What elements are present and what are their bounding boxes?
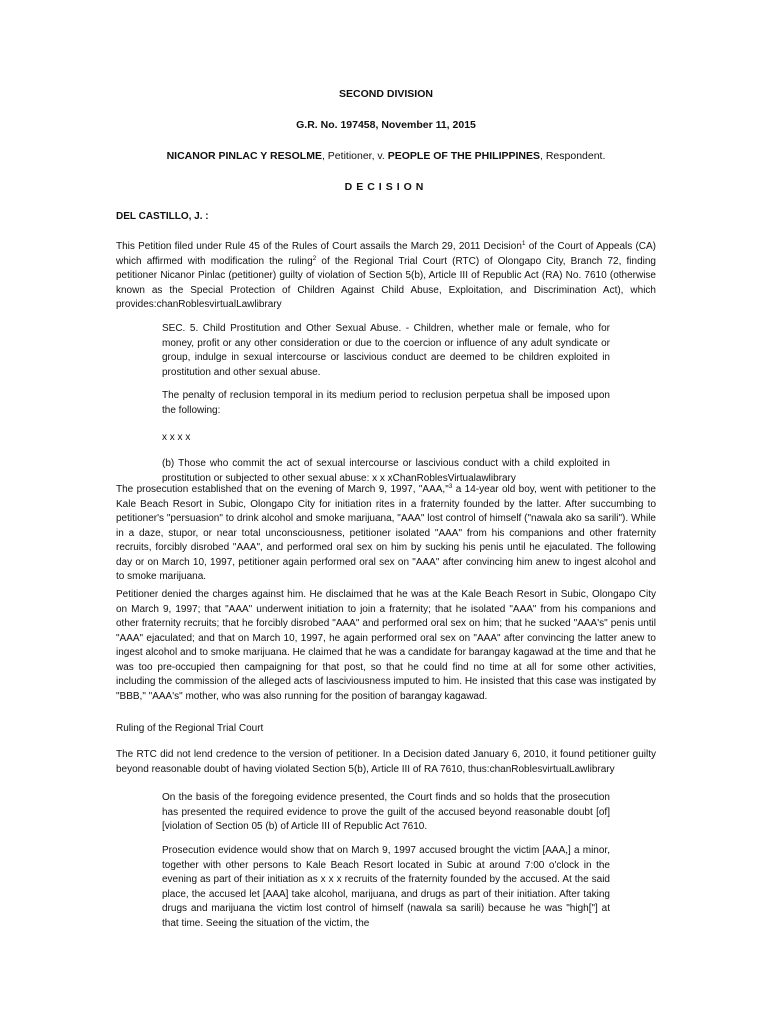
paragraph-text: of the Court of Appeals (CA) which affirmed with modification the ruling bbox=[116, 241, 656, 267]
respondent-name: PEOPLE OF THE PHILIPPINES bbox=[387, 150, 541, 162]
division-heading: SECOND DIVISION bbox=[339, 88, 433, 100]
footnote-ref-3[interactable]: 3 bbox=[448, 483, 453, 490]
petitioner-role: , Petitioner, v. bbox=[321, 150, 385, 162]
case-number: G.R. No. 197458, November 11, 2015 bbox=[296, 119, 476, 131]
paragraph-petitioner-denial: Petitioner denied the charges against him. He disclaimed that he was at the Kale Beach Resort in Subic, Olongapo City on March 9, 1997; that "AAA" underwent initiation to join a fraternity; that he isolated "AAA" from his companions and other fraternity recruits; that he forcibly disrobed "AAA" and performed oral sex on him; that he sucked "AAA's" penis until "AAA" ejaculated; and that on March 10, 1997, he again performed oral sex on "AAA" after convincing the latter anew to ingest alcohol and to smoke marijuana. He claimed that he was a candidate for barangay kagawad at the time and that he was too pre-occupied then campaigning for that post, so that he could find no time at all for some other activities, including the commission of the alleged acts of lasciviousness imputed to him. He insisted that this case was instigated by "BBB," "AAA's" mother, who was also running for the position of barangay kagawad. bbox=[116, 589, 656, 702]
footnote-ref-1[interactable]: 1 bbox=[521, 240, 526, 247]
quote-section-5: SEC. 5. Child Prostitution and Other Sexual Abuse. - Children, whether male or female, who for money, profit or any other consideration or due to the coercion or influence of any adult syndicate or group, indulge in sexual intercourse or lascivious conduct are deemed to be children exploited in prostitution and other sexual abuse. bbox=[162, 323, 610, 378]
paragraph-prosecution bbox=[116, 483, 656, 585]
quote-subsection-b: (b) Those who commit the act of sexual intercourse or lascivious conduct with a child exploited in prostitution or subjected to other sexual abuse: x x xChanRoblesVirtualawlibrary bbox=[162, 458, 610, 484]
paragraph-petition bbox=[116, 240, 656, 313]
quote-penalty: The penalty of reclusion temporal in its medium period to reclusion perpetua shall be imposed upon the following: bbox=[162, 390, 610, 416]
footnote-ref-2[interactable]: 2 bbox=[312, 254, 317, 262]
heading-rtc-ruling: Ruling of the Regional Trial Court bbox=[116, 723, 264, 734]
petitioner-name: NICANOR PINLAC Y RESOLME bbox=[166, 150, 322, 162]
paragraph-text: The prosecution established that on the evening of March 9, 1997, "AAA," bbox=[116, 484, 449, 495]
ponente: DEL CASTILLO, J. : bbox=[116, 211, 209, 222]
paragraph-text: of the Regional Trial Court (RTC) of Olongapo City, Branch 72, finding petitioner Nicanor Pinlac (petitioner) guilty of violation of Section 5(b), Article III of Republic Act (RA) No. 7610 (otherwise known as the Special Protection of Children Against Child Abuse, Exploitation, and Discrimination Act), which provides:chanRoblesvirtualLawlibrary bbox=[116, 255, 656, 310]
quote-rtc-finding: On the basis of the foregoing evidence presented, the Court finds and so holds that the prosecution has presented the required evidence to prove the guilt of the accused beyond reasonable doubt [of] [violation of Section 05 (b) of Article III of Republic Act 7610. bbox=[162, 792, 610, 832]
quote-ellipsis: x x x x bbox=[162, 432, 191, 443]
paragraph-rtc: The RTC did not lend credence to the version of petitioner. In a Decision dated January 6, 2010, it found petitioner guilty beyond reasonable doubt of having violated Section 5(b), Article III of RA 7610, thus:chanRoblesvirtualLawlibrary bbox=[116, 749, 656, 775]
paragraph-text: a 14-year old boy, went with petitioner to the Kale Beach Resort in Subic, Olongapo City for initiation rites in a fraternity founded by the latter. After succumbing to petitioner's "persuasion" to drink alcohol and smoke marijuana, "AAA" lost control of himself ("nawala ako sa sarili"). While in a daze, stupor, or near total unconsciousness, petitioner isolated "AAA" from his companions and other fraternity recruits, forcibly disrobed "AAA", and performed oral sex on him by sucking his penis until he ejaculated. The following day or on March 10, 1997, petitioner again performed oral sex on "AAA" after convincing him anew to ingest alcohol and to smoke marijuana. bbox=[116, 484, 656, 582]
paragraph-text: This Petition filed under Rule 45 of the Rules of Court assails the March 29, 2011 Decision bbox=[116, 241, 522, 252]
quote-rtc-evidence: Prosecution evidence would show that on March 9, 1997 accused brought the victim [AAA,] a minor, together with other persons to Kale Beach Resort located in Subic at around 7:00 o'clock in the evening as part of their initiation as x x x recruits of the fraternity founded by the accused. At the said place, the accused let [AAA] take alcohol, marijuana, and drugs as part of their initiation. After taking drugs and marijuana the victim lost control of himself (nawala sa sarili) because he was "high["] at that time. Seeing the situation of the victim, the bbox=[162, 845, 610, 929]
decision-heading: DECISION bbox=[344, 181, 428, 193]
respondent-role: , Respondent. bbox=[540, 150, 606, 162]
case-parties bbox=[116, 149, 656, 163]
